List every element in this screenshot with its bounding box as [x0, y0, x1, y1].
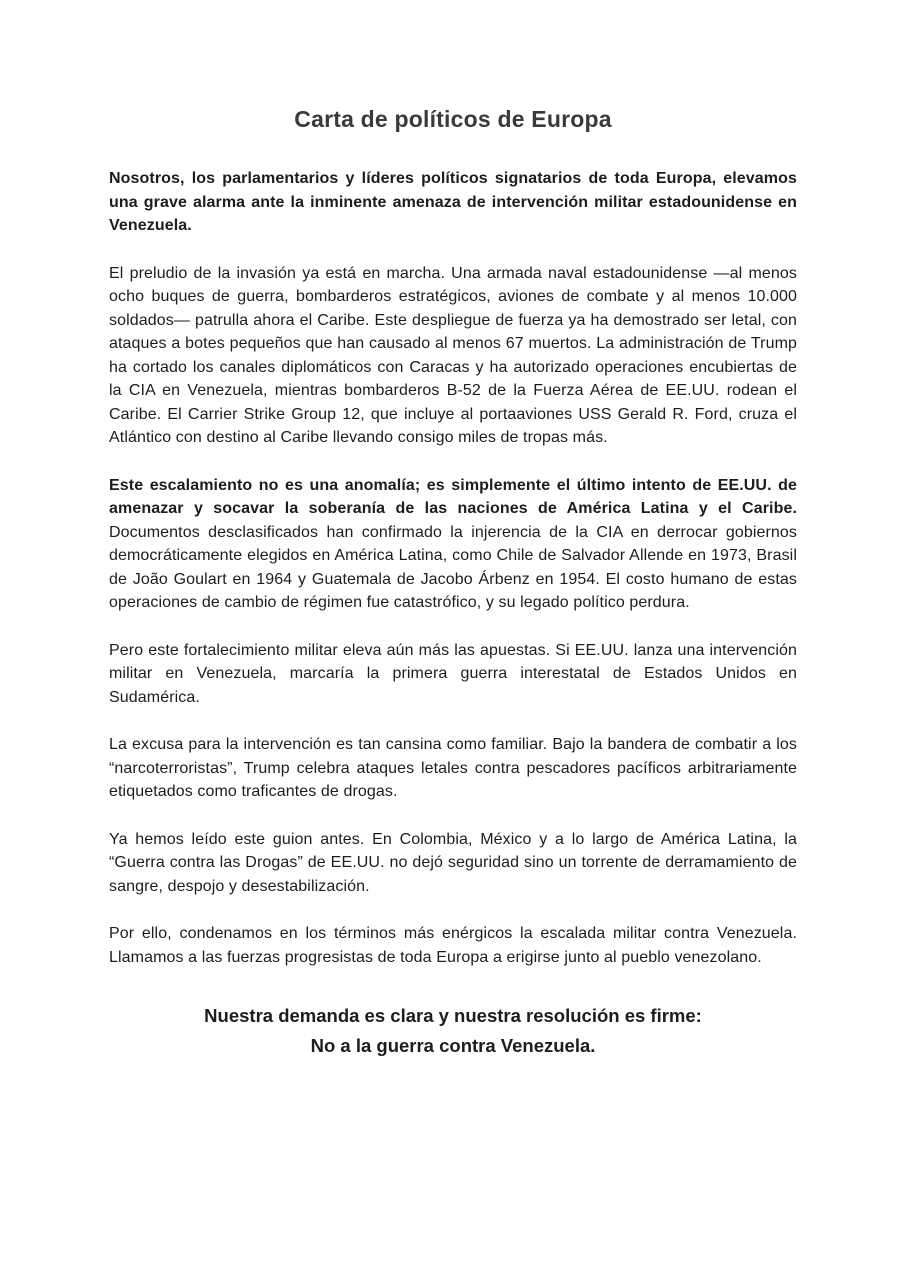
paragraph-escalation [109, 474, 797, 615]
paragraph-escalation-body: Documentos desclasificados han confirmado la injerencia de la CIA en derrocar gobiernos democráticamente elegidos en América Latina, como Chile de Salvador Allende en 1973, Brasil de João Goulart en 1964 y Guatemala de Jacobo Árbenz en 1954. El costo humano de estas operaciones de cambio de régimen fue catastrófico, y su legado político perdura. [109, 523, 797, 611]
letter-title: Carta de políticos de Europa [294, 106, 612, 132]
paragraph-escalation-bold-lead: Este escalamiento no es una anomalía; es simplemente el último intento de EE.UU. de amenazar y socavar la soberanía de las naciones de América Latina y el Caribe. [109, 476, 797, 517]
paragraph-opening-alarm: Nosotros, los parlamentarios y líderes políticos signatarios de toda Europa, elevamos una grave alarma ante la inminente amenaza de intervención militar estadounidense en Venezuela. [109, 170, 797, 234]
paragraph-excuse: La excusa para la intervención es tan cansina como familiar. Bajo la bandera de combatir a los “narcoterroristas”, Trump celebra ataques letales contra pescadores pacíficos arbitrariamente etiquetados como traficantes de drogas. [109, 736, 797, 800]
closing-demand-line-2: No a la guerra contra Venezuela. [310, 1035, 596, 1056]
closing-demand-line-1: Nuestra demanda es clara y nuestra resolución es firme: [204, 1005, 702, 1026]
paragraph-invasion-prelude: El preludio de la invasión ya está en marcha. Una armada naval estadounidense —al menos ocho buques de guerra, bombarderos estratégicos, aviones de combate y al menos 10.000 soldados— patrulla ahora el Caribe. Este despliegue de fuerza ya ha demostrado ser letal, con ataques a botes pequeños que han causado al menos 67 muertos. La administración de Trump ha cortado los canales diplomáticos con Caracas y ha autorizado operaciones encubiertas de la CIA en Venezuela, mientras bombarderos B-52 de la Fuerza Aérea de EE.UU. rodean el Caribe. El Carrier Strike Group 12, que incluye al portaaviones USS Gerald R. Ford, cruza el Atlántico con destino al Caribe llevando consigo miles de tropas más. [109, 264, 797, 446]
closing-demand [109, 1001, 797, 1061]
paragraph-condemnation: Por ello, condenamos en los términos más enérgicos la escalada militar contra Venezuela. Llamamos a las fuerzas progresistas de toda Europa a erigirse junto al pueblo venezolano. [109, 925, 797, 966]
paragraph-script-before: Ya hemos leído este guion antes. En Colombia, México y a lo largo de América Latina, la “Guerra contra las Drogas” de EE.UU. no dejó seguridad sino un torrente de derramamiento de sangre, despojo y desestabilización. [109, 830, 797, 895]
paragraph-stakes: Pero este fortalecimiento militar eleva aún más las apuestas. Si EE.UU. lanza una intervención militar en Venezuela, marcaría la primera guerra interestatal de Estados Unidos en Sudamérica. [109, 641, 797, 706]
